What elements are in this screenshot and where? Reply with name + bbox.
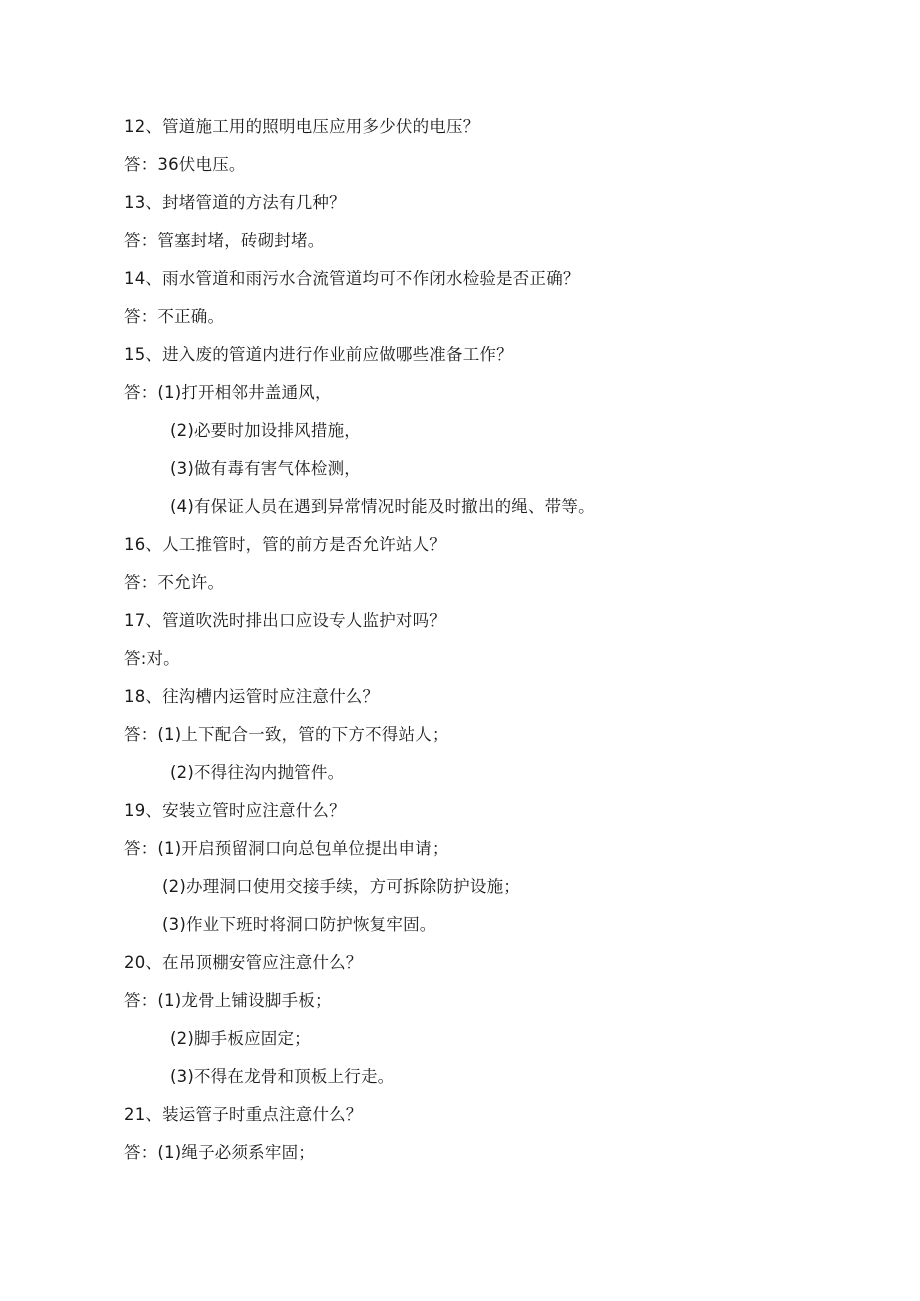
answer-20-item-2: (2)脚手板应固定； (170, 1029, 311, 1048)
answer-19-item-3: (3)作业下班时将洞口防护恢复牢固。 (162, 915, 437, 934)
answer-17: 答:对。 (124, 649, 180, 668)
answer-15-item-4: (4)有保证人员在遇到异常情况时能及时撤出的绳、带等。 (170, 497, 595, 516)
question-15: 15、进入废的管道内进行作业前应做哪些准备工作？ (124, 345, 513, 364)
question-14: 14、雨水管道和雨污水合流管道均可不作闭水检验是否正确？ (124, 269, 580, 288)
answer-19-item-1: 答：(1)开启预留洞口向总包单位提出申请； (124, 839, 449, 858)
answer-21-item-1: 答：(1)绳子必须系牢固； (124, 1143, 315, 1162)
answer-16: 答：不允许。 (124, 573, 225, 592)
answer-19-item-2: (2)办理洞口使用交接手续，方可拆除防护设施； (162, 877, 520, 896)
answer-15-item-1: 答：(1)打开相邻井盖通风， (124, 383, 332, 402)
answer-12: 答：36伏电压。 (124, 155, 246, 174)
question-13: 13、封堵管道的方法有几种？ (124, 193, 346, 212)
answer-20-item-3: (3)不得在龙骨和顶板上行走。 (170, 1067, 395, 1086)
answer-13: 答：管塞封堵，砖砌封堵。 (124, 231, 325, 250)
question-16: 16、人工推管时，管的前方是否允许站人？ (124, 535, 446, 554)
answer-15-item-2: (2)必要时加设排风措施， (170, 421, 361, 440)
answer-15-item-3: (3)做有毒有害气体检测， (170, 459, 361, 478)
question-21: 21、装运管子时重点注意什么？ (124, 1105, 363, 1124)
answer-18-item-1: 答：(1)上下配合一致，管的下方不得站人； (124, 725, 449, 744)
question-17: 17、管道吹洗时排出口应设专人监护对吗？ (124, 611, 446, 630)
question-18: 18、往沟槽内运管时应注意什么？ (124, 687, 380, 706)
question-12: 12、管道施工用的照明电压应用多少伏的电压？ (124, 117, 480, 136)
question-19: 19、安装立管时应注意什么？ (124, 801, 346, 820)
answer-14: 答：不正确。 (124, 307, 225, 326)
question-20: 20、在吊顶棚安管应注意什么？ (124, 953, 363, 972)
answer-18-item-2: (2)不得往沟内抛管件。 (170, 763, 345, 782)
answer-20-item-1: 答：(1)龙骨上铺设脚手板； (124, 991, 332, 1010)
